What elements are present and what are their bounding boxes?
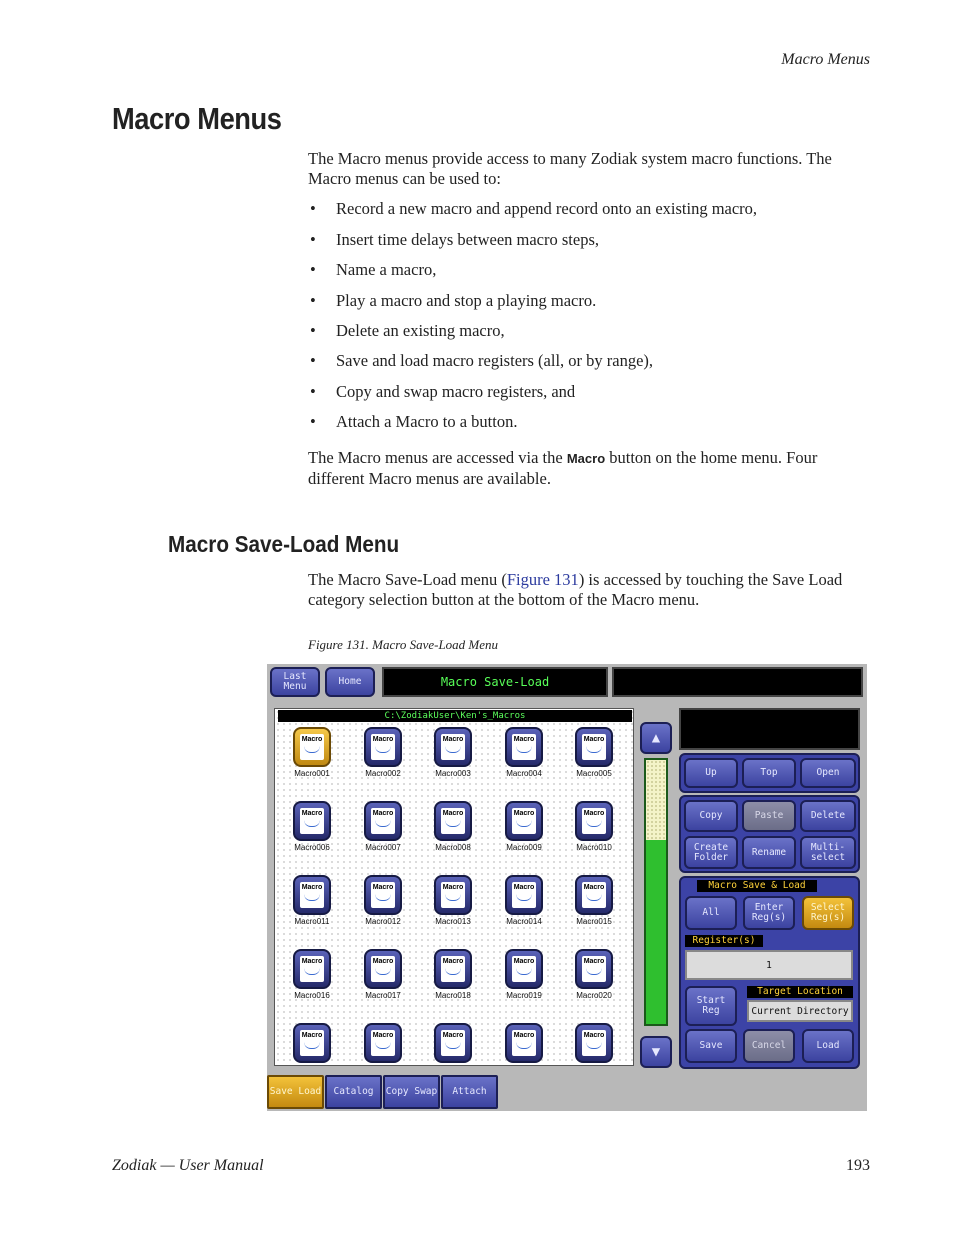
open-button[interactable]: Open xyxy=(800,758,856,788)
create-folder-button[interactable]: Create Folder xyxy=(684,836,738,869)
tab-attach[interactable]: Attach xyxy=(441,1075,498,1109)
macro-icon: Macro xyxy=(434,875,472,915)
info-display xyxy=(679,708,860,750)
running-header: Macro Menus xyxy=(781,51,870,68)
subsection-title: Macro Save-Load Menu xyxy=(168,531,400,557)
registers-label: Register(s) xyxy=(685,935,763,947)
macro-item[interactable]: Macro Macro008 xyxy=(429,801,477,852)
macro-item[interactable]: Macro Macro016 xyxy=(288,949,336,1000)
start-reg-button[interactable]: Start Reg xyxy=(685,986,737,1026)
macro-icon: Macro xyxy=(575,727,613,767)
status-bar xyxy=(612,667,863,697)
intro-paragraph: The Macro menus provide access to many Zodiak system macro functions. The Macro menus can be used to: xyxy=(308,149,832,188)
macro-item[interactable]: Macro Macro003 xyxy=(429,727,477,778)
macro-icon: Macro xyxy=(505,1023,543,1063)
macro-item[interactable] xyxy=(500,1023,548,1063)
macro-item[interactable]: Macro Macro002 xyxy=(359,727,407,778)
target-location-label: Target Location xyxy=(747,986,853,998)
macro-icon: Macro xyxy=(434,1023,472,1063)
macro-item[interactable]: Macro Macro018 xyxy=(429,949,477,1000)
macro-icon: Macro xyxy=(575,949,613,989)
select-regs-button[interactable]: Select Reg(s) xyxy=(802,896,854,930)
last-menu-button[interactable]: Last Menu xyxy=(270,667,320,697)
list-item: • Record a new macro and append record onto an existing macro, xyxy=(310,199,758,218)
macro-item[interactable]: Macro Macro007 xyxy=(359,801,407,852)
macro-icon: Macro xyxy=(293,801,331,841)
menu-title: Macro Save-Load xyxy=(382,667,608,697)
macro-icon: Macro xyxy=(434,949,472,989)
figure-caption: Figure 131. Macro Save-Load Menu xyxy=(308,637,499,652)
macro-icon: Macro xyxy=(575,1023,613,1063)
all-button[interactable]: All xyxy=(685,896,737,930)
macro-icon: Macro xyxy=(293,1023,331,1063)
save-load-panel xyxy=(679,876,860,1069)
macro-item[interactable]: Macro Macro005 xyxy=(570,727,618,778)
footer-title: Zodiak — User Manual xyxy=(112,1157,264,1174)
list-item: • Save and load macro registers (all, or by range), xyxy=(310,351,654,370)
closing-paragraph: The Macro menus are accessed via the Macro button on the home menu. Four different Macro menus are available. xyxy=(308,448,818,488)
home-button[interactable]: Home xyxy=(325,667,375,697)
macro-icon: Macro xyxy=(505,727,543,767)
macro-icon: Macro xyxy=(575,801,613,841)
macro-item[interactable]: Macro Macro010 xyxy=(570,801,618,852)
save-button[interactable]: Save xyxy=(685,1029,737,1063)
cancel-button[interactable]: Cancel xyxy=(743,1029,795,1063)
macro-icon: Macro xyxy=(364,949,402,989)
up-button[interactable]: Up xyxy=(684,758,738,788)
target-location-field[interactable]: Current Directory xyxy=(747,1000,853,1022)
register-field[interactable]: 1 xyxy=(685,950,853,980)
macro-button-name: Macro xyxy=(566,451,606,466)
macro-item[interactable]: Macro Macro014 xyxy=(500,875,548,926)
copy-button[interactable]: Copy xyxy=(684,800,738,832)
list-item: • Copy and swap macro registers, and xyxy=(310,382,576,401)
arrow-down-icon: ▼ xyxy=(651,1044,661,1060)
list-item: • Play a macro and stop a playing macro. xyxy=(310,291,597,310)
tab-copy-swap[interactable]: Copy Swap xyxy=(383,1075,440,1109)
list-item: • Insert time delays between macro steps, xyxy=(310,230,599,249)
macro-icon: Macro xyxy=(364,1023,402,1063)
macro-icon: Macro xyxy=(434,801,472,841)
tab-catalog[interactable]: Catalog xyxy=(325,1075,382,1109)
enter-regs-button[interactable]: Enter Reg(s) xyxy=(743,896,795,930)
macro-item[interactable]: Macro Macro017 xyxy=(359,949,407,1000)
macro-icon: Macro xyxy=(505,801,543,841)
page-number: 193 xyxy=(846,1157,870,1174)
scroll-up-button[interactable] xyxy=(640,722,672,754)
scrollbar-thumb[interactable] xyxy=(646,760,666,840)
macro-save-load-screenshot xyxy=(267,664,867,1111)
macro-item[interactable]: Macro Macro001 xyxy=(288,727,336,778)
macro-icon: Macro xyxy=(293,875,331,915)
scrollbar-track[interactable] xyxy=(644,758,668,1026)
macro-item[interactable]: Macro Macro015 xyxy=(570,875,618,926)
macro-icon: Macro xyxy=(364,727,402,767)
macro-icon: Macro xyxy=(434,727,472,767)
macro-icon: Macro xyxy=(293,949,331,989)
delete-button[interactable]: Delete xyxy=(800,800,856,832)
macro-item[interactable]: Macro Macro012 xyxy=(359,875,407,926)
macro-item[interactable]: Macro Macro019 xyxy=(500,949,548,1000)
macro-icon: Macro xyxy=(575,875,613,915)
macro-item[interactable]: Macro Macro013 xyxy=(429,875,477,926)
figure-link[interactable]: Figure 131 xyxy=(506,570,579,589)
list-item: • Name a macro, xyxy=(310,260,437,279)
macro-item[interactable] xyxy=(359,1023,407,1063)
macro-file-browser xyxy=(274,708,634,1066)
load-button[interactable]: Load xyxy=(802,1029,854,1063)
macro-icon: Macro xyxy=(505,949,543,989)
macro-item[interactable]: Macro Macro004 xyxy=(500,727,548,778)
macro-item[interactable] xyxy=(570,1023,618,1063)
multi-select-button[interactable]: Multi-select xyxy=(800,836,856,869)
arrow-up-icon: ▲ xyxy=(651,730,661,746)
paste-button[interactable]: Paste xyxy=(742,800,796,832)
subsection-paragraph: The Macro Save-Load menu (Figure 131) is accessed by touching the Save Load category selection button at the bottom of the Macro menu. xyxy=(308,570,843,609)
macro-item[interactable]: Macro Macro020 xyxy=(570,949,618,1000)
macro-item[interactable] xyxy=(288,1023,336,1063)
edit-panel xyxy=(679,795,860,873)
rename-button[interactable]: Rename xyxy=(742,836,796,869)
list-item: • Delete an existing macro, xyxy=(310,321,505,340)
scroll-down-button[interactable] xyxy=(640,1036,672,1068)
macro-item[interactable]: Macro Macro009 xyxy=(500,801,548,852)
macro-item[interactable]: Macro Macro011 xyxy=(288,875,336,926)
section-title: Macro Menus xyxy=(112,101,282,136)
navigation-panel xyxy=(679,753,860,793)
macro-item[interactable]: Macro Macro006 xyxy=(288,801,336,852)
macro-icon: Macro xyxy=(364,875,402,915)
macro-item[interactable] xyxy=(429,1023,477,1063)
top-button[interactable]: Top xyxy=(742,758,796,788)
list-item: • Attach a Macro to a button. xyxy=(310,412,518,431)
save-load-label: Macro Save & Load xyxy=(697,880,817,892)
macro-icon: Macro xyxy=(364,801,402,841)
directory-path: C:\ZodiakUser\Ken's_Macros xyxy=(278,710,632,722)
tab-save-load[interactable]: Save Load xyxy=(267,1075,324,1109)
macro-icon: Macro xyxy=(505,875,543,915)
macro-icon: Macro xyxy=(293,727,331,767)
